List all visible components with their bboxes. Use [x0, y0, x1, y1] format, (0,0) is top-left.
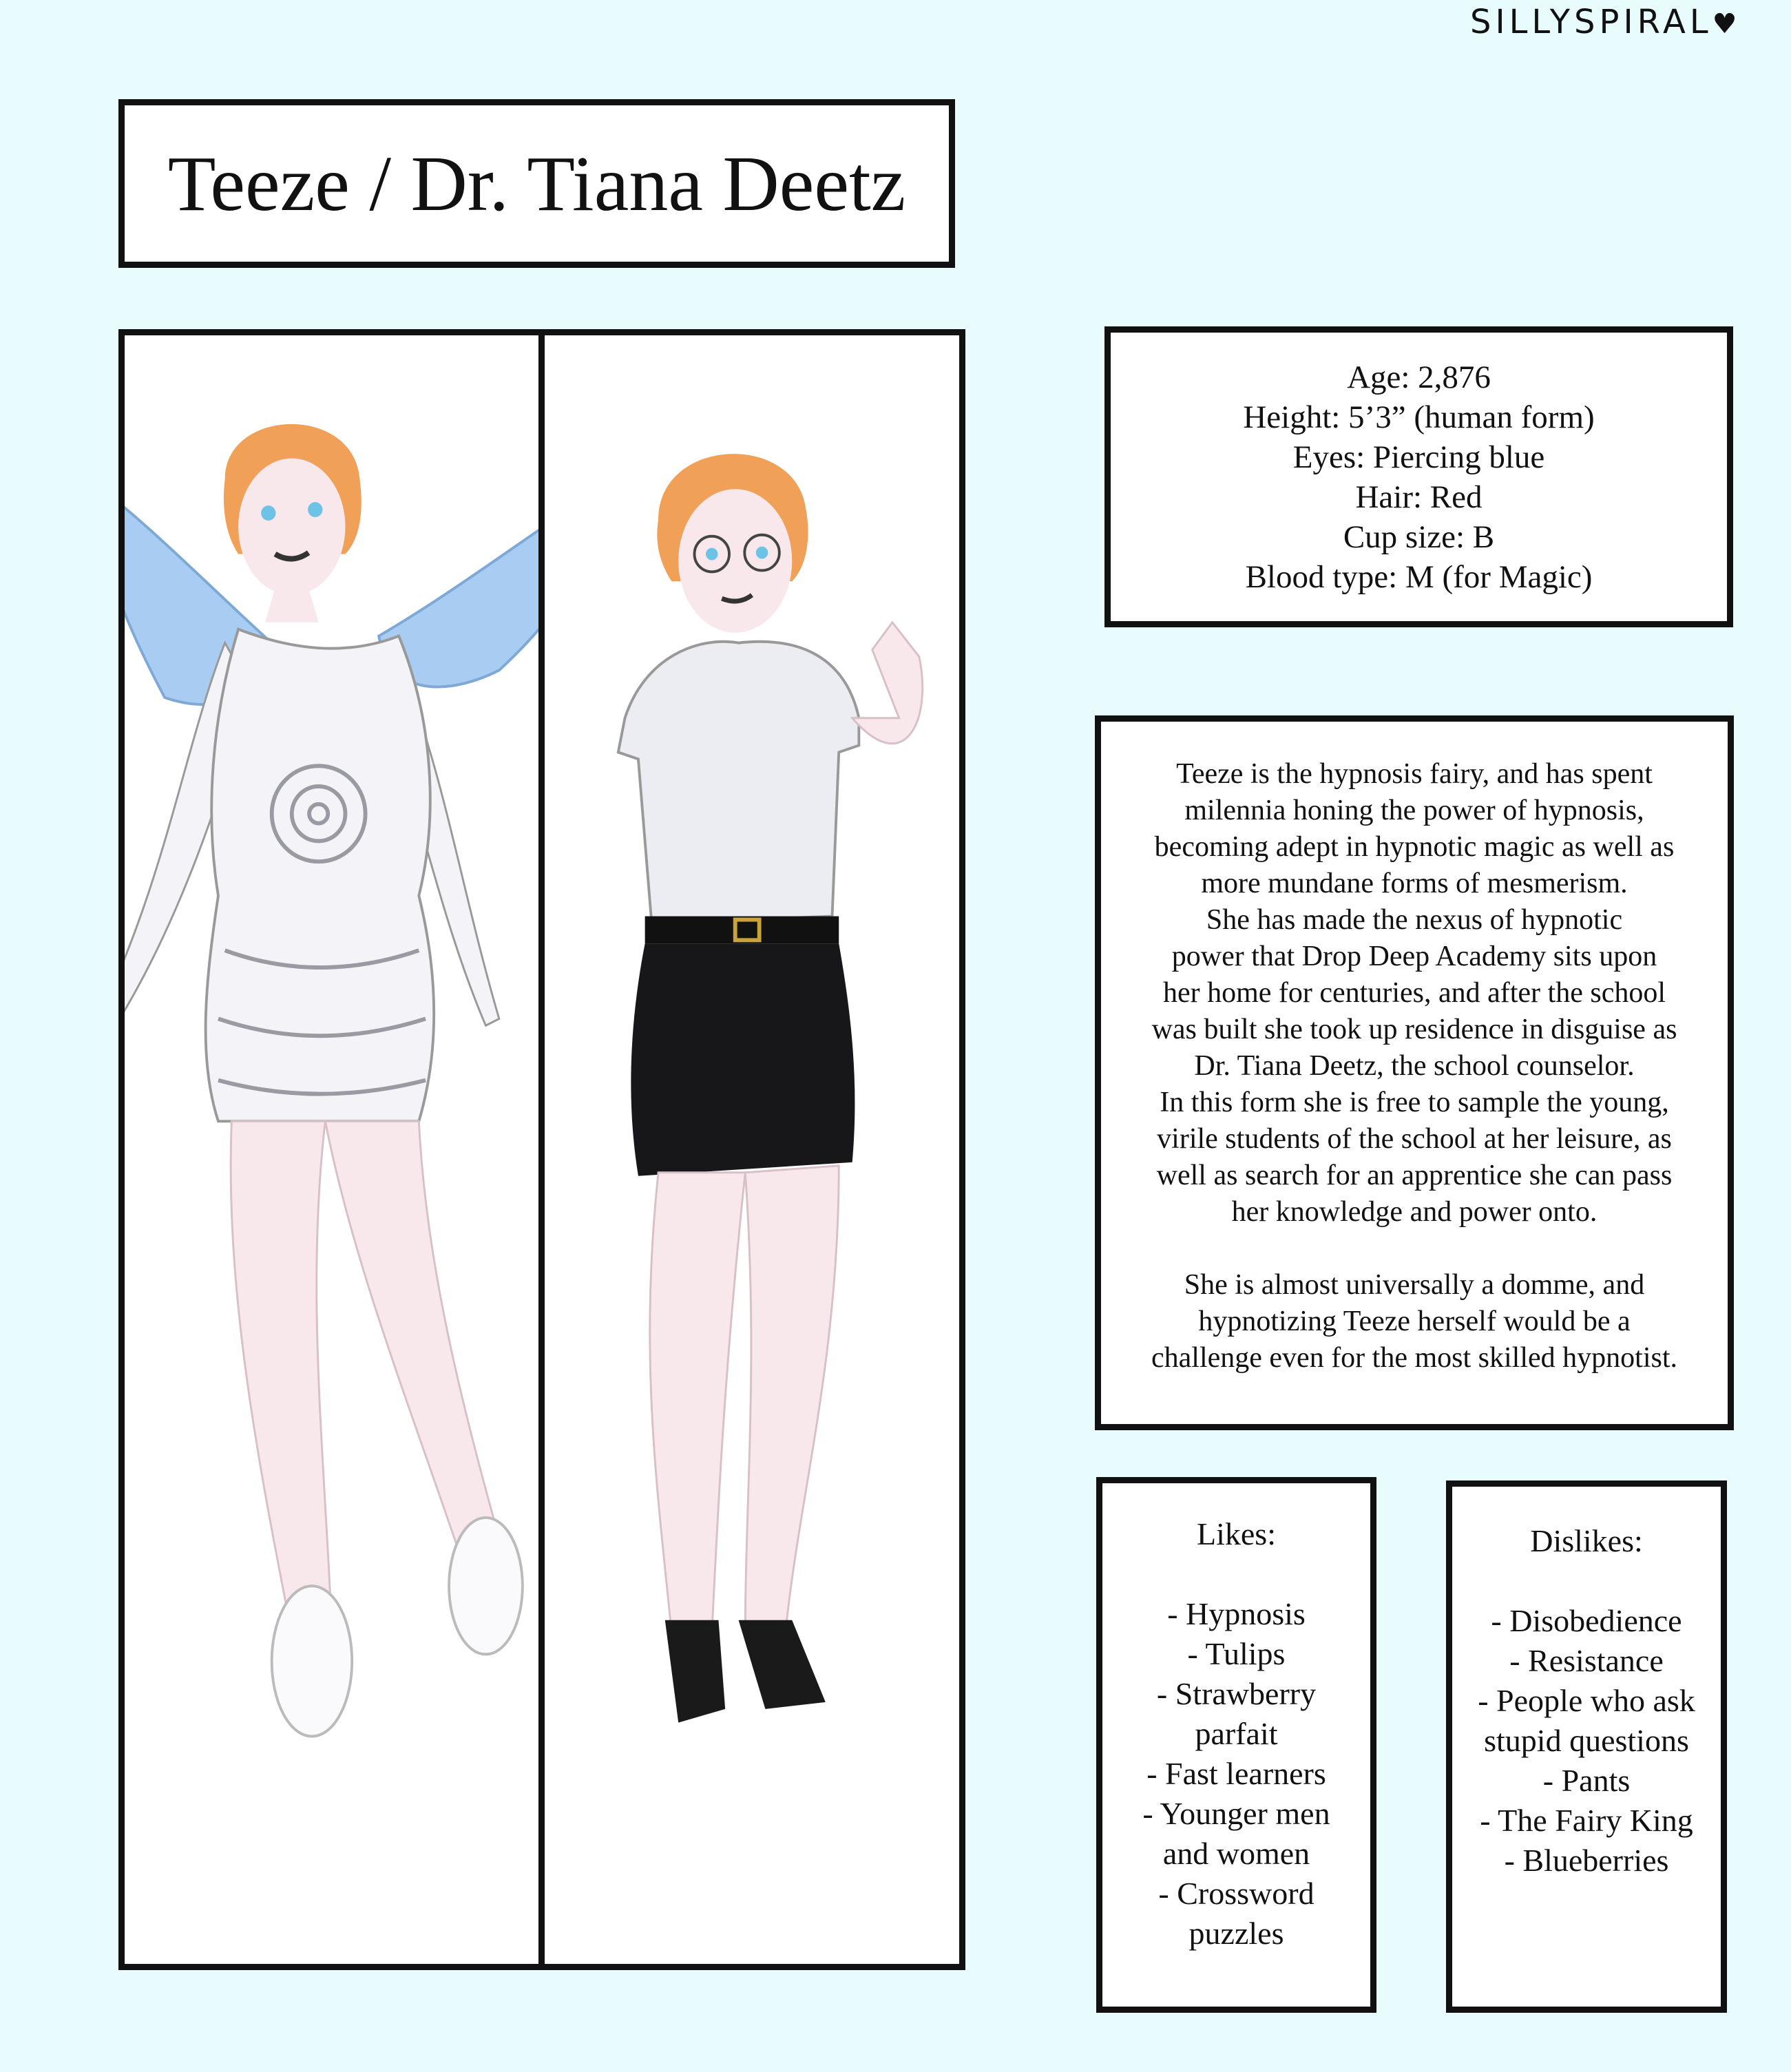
counselor-right-shoe: [739, 1620, 826, 1709]
dislikes-box: [1446, 1480, 1727, 2013]
stat-cup-size: Cup size: B: [1343, 519, 1495, 555]
stat-blood-type: Blood type: M (for Magic): [1245, 558, 1593, 595]
bio-line: She is almost universally a domme, and: [1184, 1269, 1645, 1301]
bio-line: challenge even for the most skilled hypnotist.: [1151, 1342, 1677, 1374]
bio-line: She has made the nexus of hypnotic: [1206, 904, 1623, 936]
dislikes-heading: Dislikes:: [1530, 1523, 1643, 1558]
stat-height: Height: 5’3” (human form): [1243, 399, 1595, 435]
bio-line: well as search for an apprentice she can pass: [1156, 1160, 1673, 1191]
fairy-illustration: [125, 335, 543, 1964]
dislikes-item: - Disobedience: [1491, 1603, 1682, 1638]
counselor-raised-arm: [852, 622, 923, 744]
human-form-panel: [538, 329, 965, 1970]
fairy-form-panel: [118, 329, 549, 1970]
likes-item: - Younger men: [1142, 1796, 1330, 1831]
fairy-right-shoe: [449, 1518, 523, 1654]
bio-line: hypnotizing Teeze herself would be a: [1198, 1306, 1631, 1337]
likes-item: - Fast learners: [1146, 1756, 1326, 1791]
fairy-face: [238, 459, 345, 595]
stats-box: [1104, 326, 1733, 627]
bio-line: milennia honing the power of hypnosis,: [1184, 795, 1644, 826]
bio-line: becoming adept in hypnotic magic as well as: [1154, 831, 1675, 863]
page-title: Teeze / Dr. Tiana Deetz: [167, 139, 906, 227]
bio-paragraph-gap: [1108, 1231, 1721, 1267]
bio-line: more mundane forms of mesmerism.: [1201, 868, 1628, 899]
dislikes-item: - Blueberries: [1504, 1843, 1669, 1878]
likes-heading: Likes:: [1197, 1516, 1276, 1551]
counselor-illustration: [545, 335, 959, 1964]
dislikes-item: stupid questions: [1484, 1723, 1689, 1758]
bio-line: Teeze is the hypnosis fairy, and has spent: [1176, 758, 1653, 790]
bio-line: power that Drop Deep Academy sits upon: [1171, 941, 1657, 972]
bio-line: was built she took up residence in disguise as: [1151, 1014, 1677, 1045]
stat-eyes: Eyes: Piercing blue: [1292, 439, 1545, 475]
likes-item: - Hypnosis: [1167, 1596, 1306, 1631]
fairy-dress: [206, 629, 434, 1122]
bio-box: [1095, 715, 1734, 1430]
stat-hair: Hair: Red: [1355, 479, 1483, 515]
counselor-right-leg: [745, 1166, 839, 1634]
likes-item: parfait: [1195, 1716, 1278, 1751]
dislikes-item: - The Fairy King: [1480, 1803, 1693, 1838]
signature-text: SILLYSPIRAL: [1470, 3, 1713, 41]
title-box: [118, 99, 955, 268]
bio-line: her home for centuries, and after the school: [1162, 977, 1666, 1009]
heart-icon: ♥: [1712, 8, 1741, 40]
likes-box: [1096, 1477, 1376, 2013]
counselor-shirt: [618, 642, 859, 923]
fairy-left-shoe: [272, 1586, 353, 1736]
bio-line: In this form she is free to sample the young,: [1160, 1087, 1669, 1118]
counselor-skirt: [631, 943, 855, 1175]
stat-age: Age: 2,876: [1347, 359, 1491, 395]
fairy-left-leg: [231, 1121, 332, 1633]
likes-item: - Crossword: [1158, 1876, 1315, 1911]
likes-item: - Strawberry: [1156, 1676, 1317, 1711]
bio-line: Dr. Tiana Deetz, the school counselor.: [1194, 1050, 1635, 1082]
counselor-left-shoe: [665, 1620, 725, 1723]
likes-item: and women: [1162, 1836, 1310, 1871]
dislikes-item: - People who ask: [1478, 1683, 1695, 1718]
bio-line: virile students of the school at her leisure, as: [1157, 1123, 1672, 1155]
artist-signature: [1470, 3, 1741, 41]
fairy-right-leg: [325, 1121, 499, 1551]
likes-item: puzzles: [1188, 1916, 1284, 1951]
counselor-left-leg: [650, 1173, 746, 1634]
dislikes-item: - Resistance: [1509, 1643, 1664, 1678]
dislikes-item: - Pants: [1542, 1763, 1631, 1798]
likes-item: - Tulips: [1187, 1636, 1286, 1671]
bio-line: her knowledge and power onto.: [1231, 1196, 1598, 1228]
